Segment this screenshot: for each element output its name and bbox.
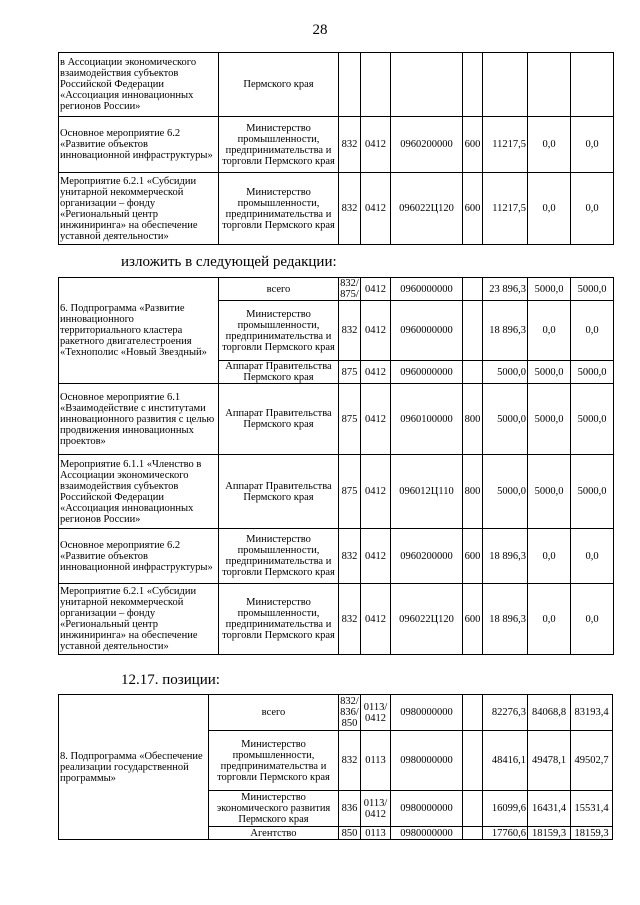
subprogram-name: 6. Подпрограмма «Развитие инновационного территориального кластера ракетного двигателестроения «Технополис «Новый Звездный» <box>59 278 219 384</box>
executor-org: Министерство экономического развития Пермского края <box>209 791 339 827</box>
executor-org: Министерство промышленности, предпринимательства и торговли Пермского края <box>219 529 339 584</box>
edit-instruction-heading: изложить в следующей редакции: <box>121 254 337 270</box>
csr-code: 0980000000 <box>391 791 463 827</box>
value-year2: 5000,0 <box>528 384 571 455</box>
positions-heading: 12.17. позиции: <box>121 672 220 688</box>
rz-code: 0412 <box>361 117 391 173</box>
value-year2: 0,0 <box>528 301 571 361</box>
vr-code <box>463 791 483 827</box>
value-year2: 0,0 <box>528 173 571 245</box>
value-year1: 11217,5 <box>483 117 528 173</box>
value-year2: 16431,4 <box>528 791 571 827</box>
csr-code: 0980000000 <box>391 695 463 731</box>
value-year3: 0,0 <box>571 301 614 361</box>
event-name: Мероприятие 6.2.1 «Субсидии унитарной некоммерческой организации – фонду «Региональный центр инжиниринга» на обеспечение уставной деятельности» <box>59 584 219 655</box>
value-year3 <box>571 53 614 117</box>
csr-code: 0960200000 <box>391 529 463 584</box>
grbs-code: 832 <box>339 301 361 361</box>
value-year1: 18 896,3 <box>483 301 528 361</box>
rz-code: 0412 <box>361 173 391 245</box>
csr-code: 096012Ц110 <box>391 455 463 529</box>
event-name: Мероприятие 6.2.1 «Субсидии унитарной некоммерческой организации – фонду «Региональный центр инжиниринга» на обеспечение уставной деятельности» <box>59 173 219 245</box>
event-name: в Ассоциации экономического взаимодействия субъектов Российской Федерации «Ассоциация инновационных регионов России» <box>59 53 219 117</box>
value-year2: 0,0 <box>528 584 571 655</box>
csr-code: 096022Ц120 <box>391 173 463 245</box>
grbs-code: 832 <box>339 117 361 173</box>
rz-code: 0412 <box>361 278 391 301</box>
value-year2: 5000,0 <box>528 361 571 384</box>
value-year2: 0,0 <box>528 117 571 173</box>
grbs-code: 836 <box>339 791 361 827</box>
vr-code: 600 <box>463 117 483 173</box>
table-row <box>59 278 614 301</box>
executor-org: Аппарат Правительства Пермского края <box>219 455 339 529</box>
value-year1: 82276,3 <box>483 695 528 731</box>
vr-code: 600 <box>463 173 483 245</box>
rz-code: 0412 <box>361 584 391 655</box>
vr-code <box>463 695 483 731</box>
value-year1: 48416,1 <box>483 731 528 791</box>
executor-org: Агентство <box>209 827 339 840</box>
value-year3: 5000,0 <box>571 455 614 529</box>
grbs-code <box>339 53 361 117</box>
event-name: Основное мероприятие 6.1 «Взаимодействие с институтами инновационного развития с целью продвижения инновационных проектов» <box>59 384 219 455</box>
executor-org: всего <box>209 695 339 731</box>
value-year3: 0,0 <box>571 117 614 173</box>
value-year3: 0,0 <box>571 173 614 245</box>
value-year1: 17760,6 <box>483 827 528 840</box>
event-name: Основное мероприятие 6.2 «Развитие объектов инновационной инфраструктуры» <box>59 117 219 173</box>
table-row <box>59 173 614 245</box>
rz-code: 0113 <box>361 827 391 840</box>
value-year3: 0,0 <box>571 529 614 584</box>
rz-code: 0412 <box>361 361 391 384</box>
grbs-code: 832 <box>339 529 361 584</box>
value-year3: 5000,0 <box>571 361 614 384</box>
value-year3: 5000,0 <box>571 278 614 301</box>
value-year3: 18159,3 <box>571 827 613 840</box>
grbs-code: 850 <box>339 827 361 840</box>
vr-code <box>463 731 483 791</box>
executor-org: Министерство промышленности, предпринимательства и торговли Пермского края <box>219 117 339 173</box>
value-year3: 15531,4 <box>571 791 613 827</box>
value-year1: 11217,5 <box>483 173 528 245</box>
budget-table-continued <box>58 52 614 245</box>
csr-code: 0960000000 <box>391 301 463 361</box>
budget-table-new <box>58 277 614 655</box>
value-year2: 84068,8 <box>528 695 571 731</box>
table-row <box>59 695 613 731</box>
executor-org: Министерство промышленности, предпринимательства и торговли Пермского края <box>219 301 339 361</box>
vr-code: 800 <box>463 455 483 529</box>
executor-org: Министерство промышленности, предпринимательства и торговли Пермского края <box>209 731 339 791</box>
value-year3: 5000,0 <box>571 384 614 455</box>
value-year2: 5000,0 <box>528 278 571 301</box>
value-year2: 5000,0 <box>528 455 571 529</box>
csr-code: 0980000000 <box>391 827 463 840</box>
value-year2: 49478,1 <box>528 731 571 791</box>
value-year2: 18159,3 <box>528 827 571 840</box>
rz-code: 0412 <box>361 384 391 455</box>
grbs-code: 832 <box>339 731 361 791</box>
table-row <box>59 117 614 173</box>
value-year1: 23 896,3 <box>483 278 528 301</box>
value-year1: 5000,0 <box>483 384 528 455</box>
value-year1 <box>483 53 528 117</box>
vr-code <box>463 278 483 301</box>
table-row <box>59 384 614 455</box>
executor-org: Министерство промышленности, предпринимательства и торговли Пермского края <box>219 584 339 655</box>
value-year1: 18 896,3 <box>483 584 528 655</box>
table-row <box>59 584 614 655</box>
grbs-code: 832/ 836/ 850 <box>340 696 359 729</box>
value-year3: 83193,4 <box>571 695 613 731</box>
csr-code: 096022Ц120 <box>391 584 463 655</box>
executor-org: всего <box>219 278 339 301</box>
event-name: Основное мероприятие 6.2 «Развитие объектов инновационной инфраструктуры» <box>59 529 219 584</box>
value-year1: 18 896,3 <box>483 529 528 584</box>
csr-code: 0980000000 <box>391 731 463 791</box>
vr-code <box>463 301 483 361</box>
grbs-code: 875 <box>339 361 361 384</box>
rz-code: 0113 <box>361 731 391 791</box>
value-year3: 49502,7 <box>571 731 613 791</box>
value-year1: 5000,0 <box>483 361 528 384</box>
value-year1: 5000,0 <box>483 455 528 529</box>
budget-table-positions <box>58 694 613 840</box>
executor-org: Пермского края <box>219 53 339 117</box>
vr-code: 600 <box>463 529 483 584</box>
rz-code: 0113/ 0412 <box>361 695 391 731</box>
csr-code: 0960100000 <box>391 384 463 455</box>
csr-code: 0960000000 <box>391 361 463 384</box>
rz-code: 0412 <box>361 455 391 529</box>
rz-code: 0113/ 0412 <box>361 791 391 827</box>
grbs-code: 832/ 875/ <box>340 278 359 300</box>
executor-org: Министерство промышленности, предпринимательства и торговли Пермского края <box>219 173 339 245</box>
csr-code <box>391 53 463 117</box>
csr-code: 0960200000 <box>391 117 463 173</box>
vr-code: 800 <box>463 384 483 455</box>
table-row <box>59 529 614 584</box>
grbs-code: 832 <box>339 173 361 245</box>
table-row <box>59 53 614 117</box>
subprogram-name: 8. Подпрограмма «Обеспечение реализации государственной программы» <box>59 695 209 840</box>
vr-code: 600 <box>463 584 483 655</box>
rz-code: 0412 <box>361 301 391 361</box>
vr-code <box>463 361 483 384</box>
value-year2: 0,0 <box>528 529 571 584</box>
vr-code <box>463 827 483 840</box>
event-name: Мероприятие 6.1.1 «Членство в Ассоциации экономического взаимодействия субъектов Российской Федерации «Ассоциация инновационных регионов России» <box>59 455 219 529</box>
table-row <box>59 455 614 529</box>
grbs-code: 832 <box>339 584 361 655</box>
rz-code <box>361 53 391 117</box>
csr-code: 0960000000 <box>391 278 463 301</box>
value-year3: 0,0 <box>571 584 614 655</box>
value-year2 <box>528 53 571 117</box>
value-year1: 16099,6 <box>483 791 528 827</box>
grbs-code: 875 <box>339 384 361 455</box>
grbs-code: 875 <box>339 455 361 529</box>
vr-code <box>463 53 483 117</box>
rz-code: 0412 <box>361 529 391 584</box>
executor-org: Аппарат Правительства Пермского края <box>219 384 339 455</box>
executor-org: Аппарат Правительства Пермского края <box>219 361 339 384</box>
page-number: 28 <box>312 22 328 38</box>
